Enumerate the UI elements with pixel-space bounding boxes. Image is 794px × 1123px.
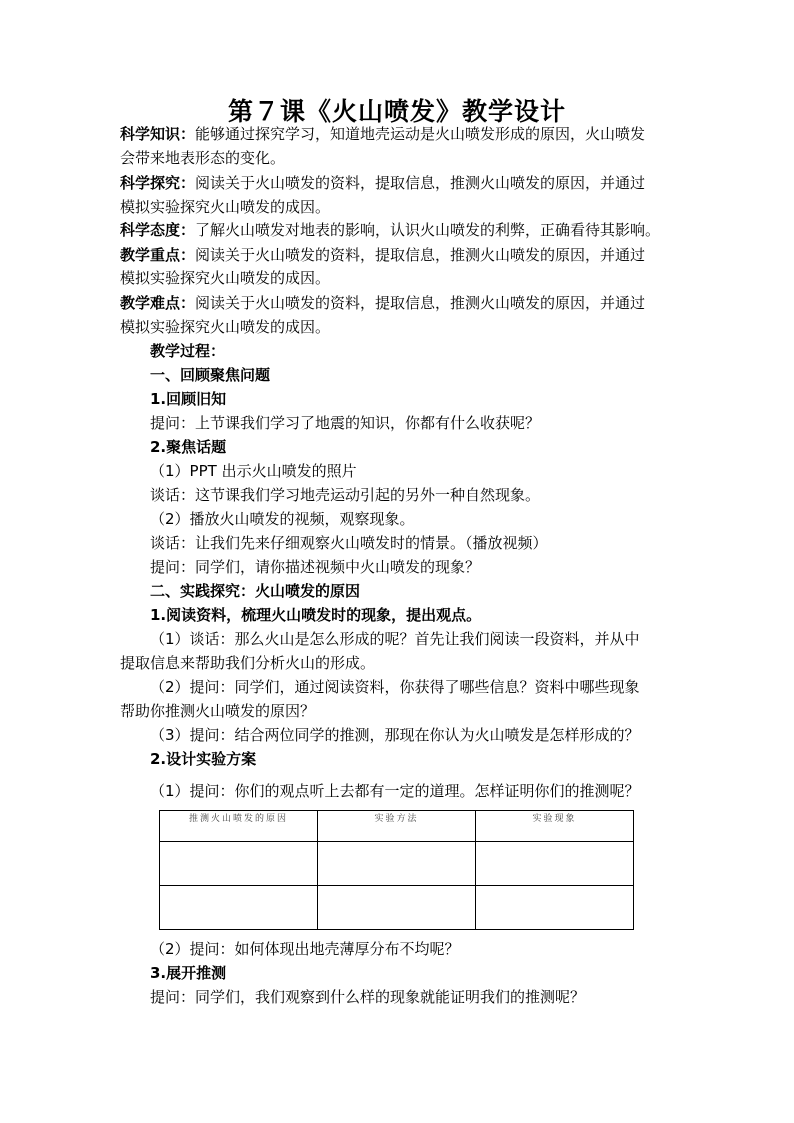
paragraph: （2）提问：如何体现出地壳薄厚分布不均呢？ bbox=[150, 940, 460, 958]
section-1-heading: 一、回顾聚焦问题 bbox=[150, 366, 271, 384]
table-cell bbox=[476, 886, 634, 930]
objective-inquiry bbox=[120, 173, 680, 193]
paragraph: （1）提问：你们的观点听上去都有一定的道理。怎样证明你们的推测呢？ bbox=[150, 782, 640, 800]
paragraph: 帮助你推测火山喷发的原因？ bbox=[120, 702, 316, 720]
table-cell bbox=[318, 886, 476, 930]
subsection-2-1: 1.阅读资料，梳理火山喷发时的现象，提出观点。 bbox=[150, 606, 482, 624]
paragraph: （2）播放火山喷发的视频，观察现象。 bbox=[150, 510, 415, 528]
table-cell bbox=[160, 886, 318, 930]
table-cell bbox=[160, 842, 318, 886]
subsection-1-1: 1.回顾旧知 bbox=[150, 390, 227, 408]
objective-text: 阅读关于火山喷发的资料，提取信息，推测火山喷发的原因，并通过 bbox=[195, 294, 646, 312]
subsection-1-2: 2.聚焦话题 bbox=[150, 438, 227, 456]
objective-text: 能够通过探究学习，知道地壳运动是火山喷发形成的原因，火山喷发 bbox=[195, 125, 646, 143]
objective-label: 科学态度： bbox=[120, 221, 196, 239]
table-header-cell: 实验方法 bbox=[318, 811, 476, 842]
table-cell bbox=[318, 842, 476, 886]
paragraph: （3）提问：结合两位同学的推测，那现在你认为火山喷发是怎样形成的？ bbox=[150, 726, 640, 744]
objective-label: 科学知识： bbox=[120, 125, 196, 143]
section-2-heading: 二、实践探究：火山喷发的原因 bbox=[150, 582, 361, 600]
objective-attitude bbox=[120, 220, 680, 240]
objective-label: 教学重点： bbox=[120, 246, 196, 264]
objective-text: 阅读关于火山喷发的资料，提取信息，推测火山喷发的原因，并通过 bbox=[195, 174, 646, 192]
objective-knowledge-cont: 会带来地表形态的变化。 bbox=[120, 149, 286, 167]
paragraph: 谈话：这节课我们学习地壳运动引起的另外一种自然现象。 bbox=[150, 486, 541, 504]
paragraph: （1）谈话：那么火山是怎么形成的呢？首先让我们阅读一段资料，并从中 bbox=[150, 630, 640, 648]
table-header-cell: 推测火山喷发的原因 bbox=[160, 811, 318, 842]
teaching-difficulty-cont: 模拟实验探究火山喷发的成因。 bbox=[120, 318, 331, 336]
paragraph: （1）PPT 出示火山喷发的照片 bbox=[150, 462, 357, 480]
teaching-key-point bbox=[120, 245, 680, 265]
document-title: 第７课《火山喷发》教学设计 bbox=[227, 97, 566, 126]
objective-text: 了解火山喷发对地表的影响，认识火山喷发的利弊，正确看待其影响。 bbox=[195, 221, 661, 239]
objective-text: 阅读关于火山喷发的资料，提取信息，推测火山喷发的原因，并通过 bbox=[195, 246, 646, 264]
table-cell bbox=[476, 842, 634, 886]
experiment-plan-table bbox=[159, 810, 634, 930]
objective-knowledge bbox=[120, 124, 680, 144]
teaching-difficulty bbox=[120, 293, 680, 313]
objective-label: 教学难点： bbox=[120, 294, 196, 312]
paragraph: （2）提问：同学们，通过阅读资料，你获得了哪些信息？资料中哪些现象 bbox=[150, 678, 640, 696]
paragraph: 提问：上节课我们学习了地震的知识，你都有什么收获呢？ bbox=[150, 414, 541, 432]
paragraph: 提问：同学们，请你描述视频中火山喷发的现象？ bbox=[150, 558, 481, 576]
teaching-key-point-cont: 模拟实验探究火山喷发的成因。 bbox=[120, 269, 331, 287]
process-heading: 教学过程： bbox=[150, 342, 226, 360]
paragraph: 提取信息来帮助我们分析火山的形成。 bbox=[120, 654, 376, 672]
objective-label: 科学探究： bbox=[120, 174, 196, 192]
subsection-2-2: 2.设计实验方案 bbox=[150, 750, 257, 768]
paragraph: 提问：同学们，我们观察到什么样的现象就能证明我们的推测呢？ bbox=[150, 988, 586, 1006]
objective-inquiry-cont: 模拟实验探究火山喷发的成因。 bbox=[120, 198, 331, 216]
table-header-cell: 实验现象 bbox=[476, 811, 634, 842]
subsection-2-3: 3.展开推测 bbox=[150, 964, 227, 982]
paragraph: 谈话：让我们先来仔细观察火山喷发时的情景。（播放视频） bbox=[150, 534, 548, 552]
table-header-row bbox=[160, 811, 634, 842]
table-row bbox=[160, 886, 634, 930]
table-row bbox=[160, 842, 634, 886]
